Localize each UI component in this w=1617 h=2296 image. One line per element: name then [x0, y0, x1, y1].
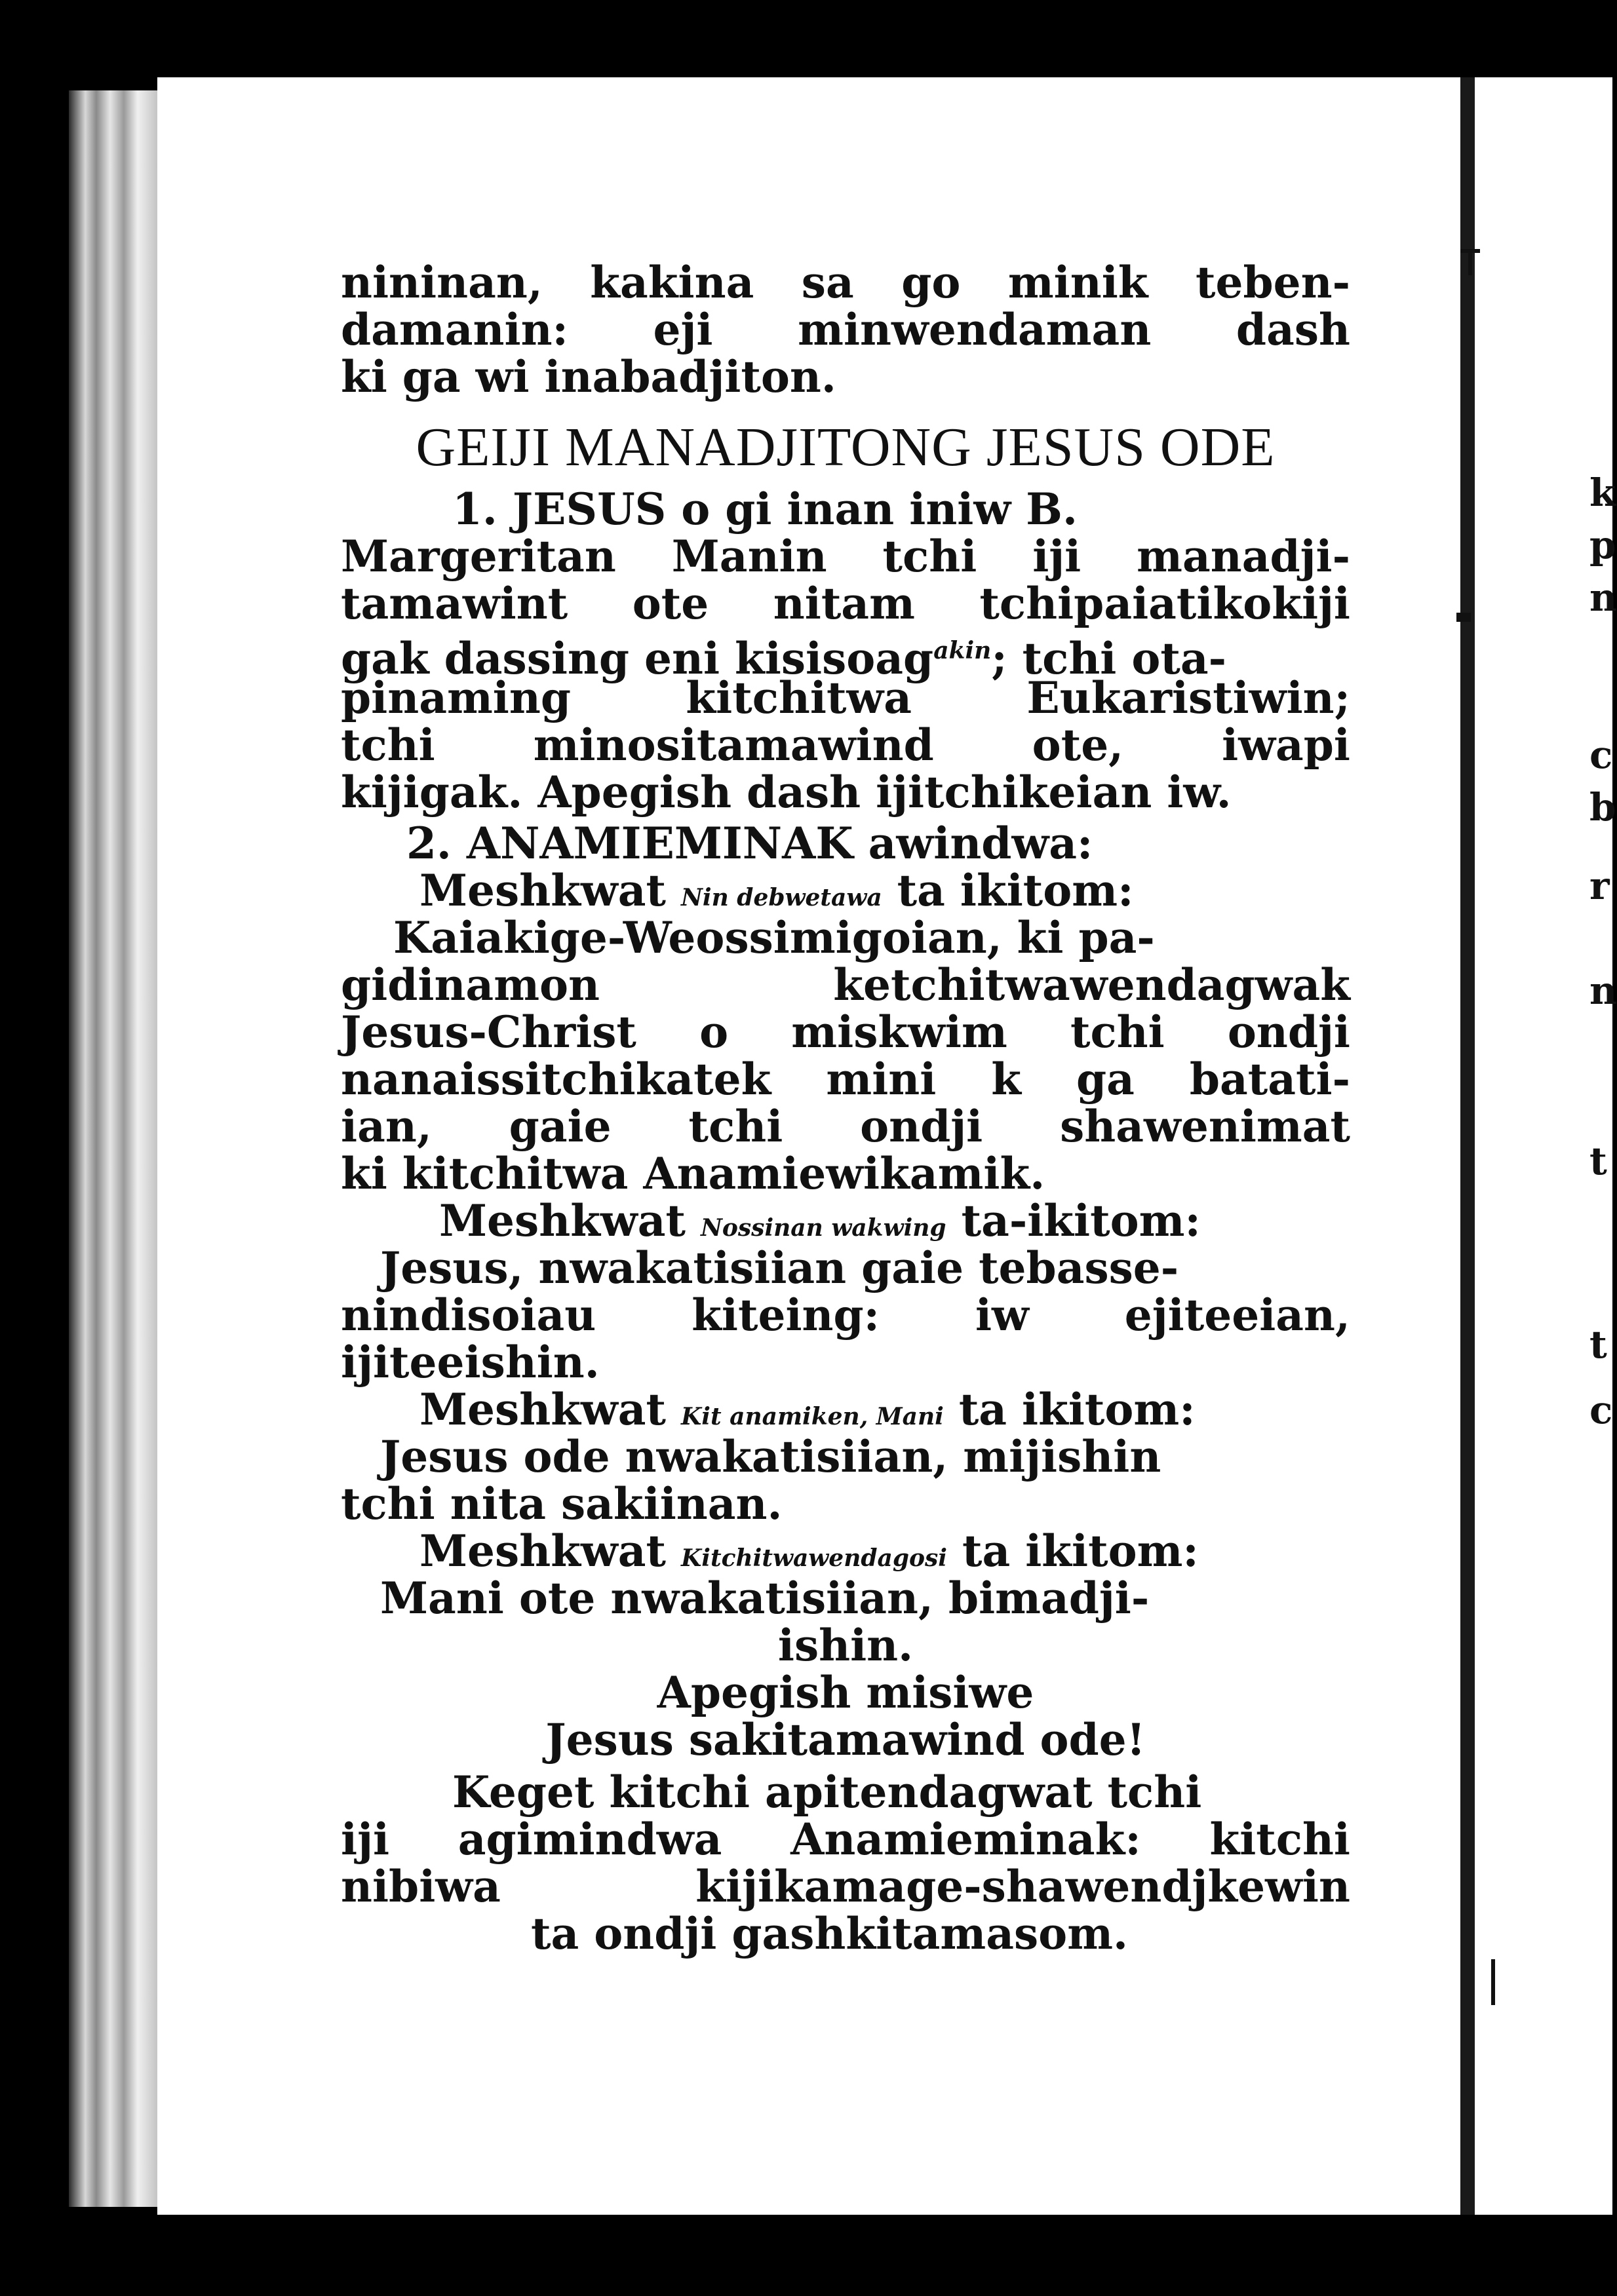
text-line: ki ga wi inabadjiton. [341, 351, 836, 402]
text-line: 1. JESUS o gi inan iniw B. [452, 484, 1078, 535]
prayer-lead [341, 1527, 1350, 1575]
text-line [341, 627, 1350, 684]
section-title: 2. ANAMIEMINAK awindwa: [406, 818, 1093, 869]
text-line: ta ondji gashkitamasom. [531, 1908, 1129, 1959]
text-run: ta ikitom: [958, 1384, 1196, 1435]
prayer-incipit: Kitchitwawendagosi [680, 1544, 947, 1572]
text-line: nanaissitchikatek mini k ga batati- [341, 1054, 1350, 1105]
prayer-lead [341, 1197, 1350, 1244]
text-line: tchi nita sakiinan. [341, 1478, 783, 1529]
closing-line: Jesus sakitamawind ode! [545, 1714, 1146, 1765]
text-line: Margeritan Manin tchi iji manadji- [341, 531, 1350, 582]
print-mark [1456, 613, 1471, 622]
text-line: Jesus, nwakatisiian gaie tebasse- [380, 1242, 1179, 1293]
text-run: ta ikitom: [897, 865, 1134, 916]
prayer-lead [341, 867, 1350, 914]
print-mark [1491, 1959, 1495, 2005]
text-line: Kaiakige-Weossimigoian, ki pa- [393, 912, 1155, 963]
text-line: nindisoiau kiteing: iw ejiteeian, [341, 1290, 1350, 1341]
superscript: akin [933, 637, 992, 664]
prayer-incipit: Nin debwetawa [680, 884, 882, 911]
text-run: ; tchi ota- [991, 633, 1227, 684]
prayer-incipit: Kit anamiken, Mani [680, 1403, 944, 1430]
text-run: Meshkwat [419, 865, 666, 916]
text-line: ijiteeishin. [341, 1337, 600, 1388]
prayer-incipit: Nossinan wakwing [700, 1214, 946, 1242]
text-line: ian, gaie tchi ondji shawenimat [341, 1101, 1350, 1152]
facing-page-fragment: t [1589, 1139, 1607, 1183]
facing-page-fragment: k [1589, 470, 1616, 515]
facing-page-fragment: r [1589, 864, 1610, 908]
text-run: Meshkwat [419, 1384, 666, 1435]
text-line: tamawint ote nitam tchipaiatikokiji [341, 578, 1350, 629]
text-run: gak dassing eni kisisoag [341, 633, 934, 684]
prayer-lead [341, 1386, 1350, 1433]
section-heading: GEIJI MANADJITONG JESUS ODE [416, 417, 1276, 478]
print-mark [1468, 249, 1472, 275]
text-line: Keget kitchi apitendagwat tchi [452, 1767, 1202, 1818]
facing-page-fragment: p [1589, 523, 1616, 567]
text-line: kijigak. Apegish dash ijitchikeian iw. [341, 767, 1232, 818]
text-run: ta-ikitom: [961, 1195, 1201, 1246]
text-run: Meshkwat [419, 1525, 666, 1577]
page-gutter [1460, 77, 1475, 2215]
facing-page-fragment: c [1589, 1388, 1613, 1432]
facing-page-fragment: b [1589, 785, 1616, 830]
facing-page-fragment: t [1589, 1322, 1607, 1367]
text-line: iji agimindwa Anamieminak: kitchi [341, 1814, 1350, 1865]
text-line: Jesus ode nwakatisiian, mijishin [380, 1431, 1161, 1482]
text-line: nininan, kakina sa go minik teben- [341, 257, 1350, 308]
facing-page-fragment: n [1589, 575, 1617, 620]
text-line: damanin: eji minwendaman dash [341, 304, 1350, 355]
facing-page-fragment: c [1589, 733, 1613, 777]
text-run: Meshkwat [439, 1195, 686, 1246]
closing-line: Apegish misiwe [657, 1667, 1034, 1718]
text-line: Jesus-Christ o miskwim tchi ondji [341, 1006, 1350, 1058]
book-edge [69, 90, 161, 2207]
text-run: ta ikitom: [962, 1525, 1199, 1577]
text-line: pinaming kitchitwa Eukaristiwin; [341, 672, 1350, 723]
text-line: Mani ote nwakatisiian, bimadji- [380, 1573, 1150, 1624]
facing-page [1475, 77, 1617, 2215]
text-line: ishin. [777, 1620, 914, 1671]
facing-page-fragment: n [1589, 968, 1617, 1013]
text-line: gidinamon ketchitwawendagwak [341, 959, 1350, 1010]
text-line: tchi minositamawind ote, iwapi [341, 719, 1350, 771]
page-text [341, 259, 1350, 1957]
text-line: nibiwa kijikamage-shawendjkewin [341, 1861, 1350, 1912]
text-line: ki kitchitwa Anamiewikamik. [341, 1148, 1045, 1199]
